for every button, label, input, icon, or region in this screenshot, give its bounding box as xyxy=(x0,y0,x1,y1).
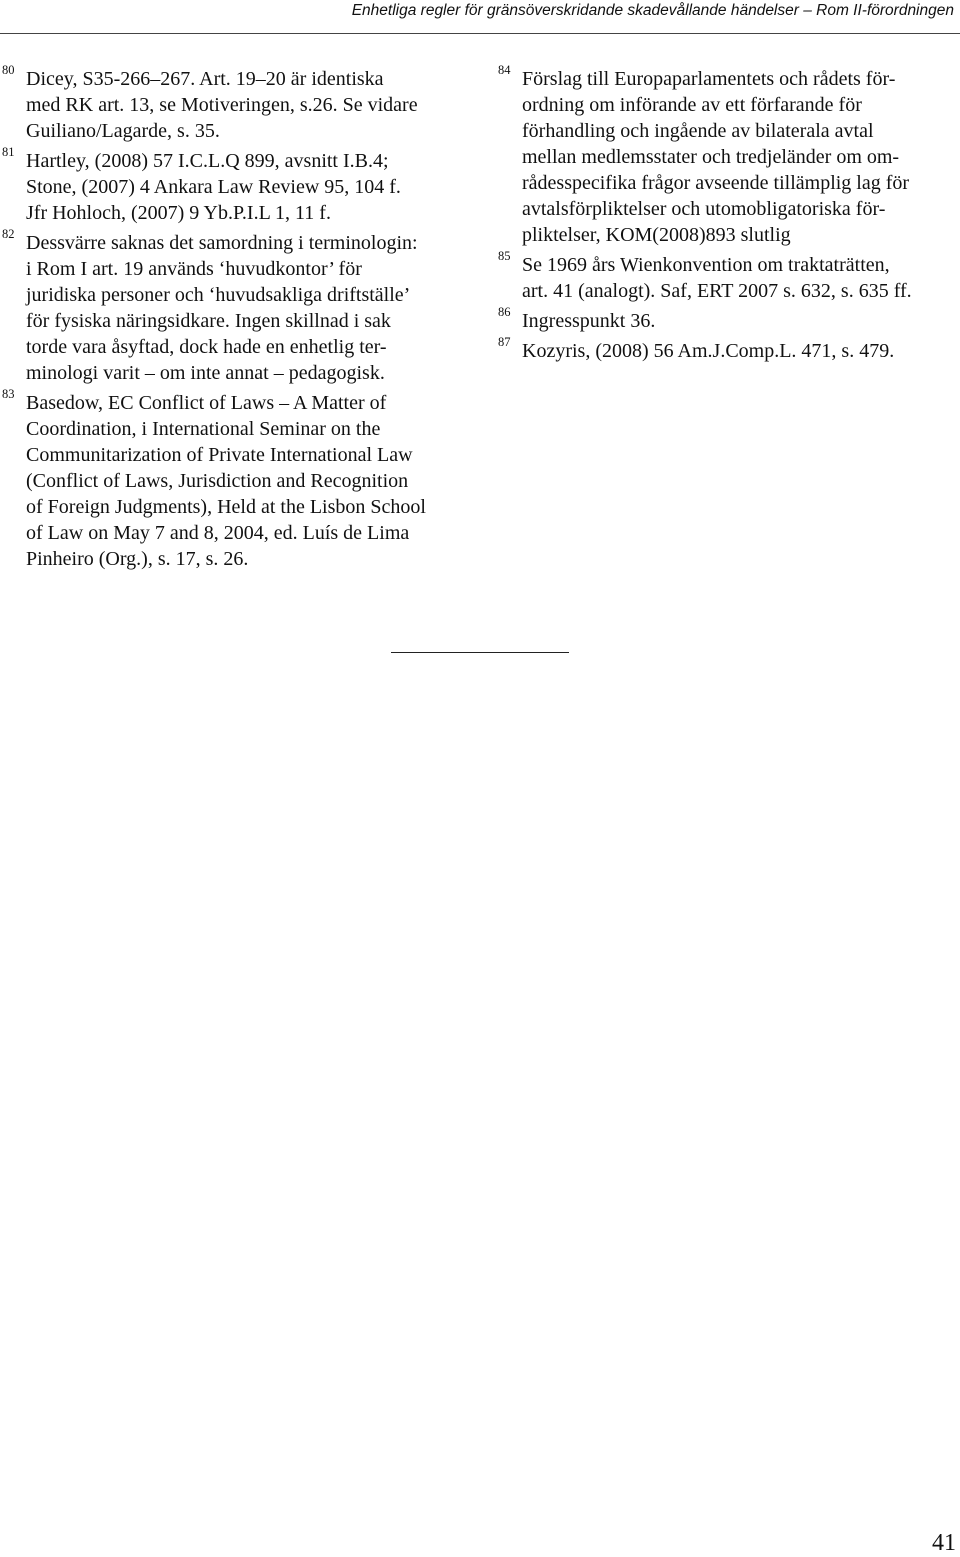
footnote-line: Basedow, EC Conflict of Laws – A Matter of xyxy=(26,392,387,414)
footnote-line: Communitarization of Private International Law xyxy=(26,444,413,466)
footnote-line: of Law on May 7 and 8, 2004, ed. Luís de Lima xyxy=(26,522,410,544)
footnote-line: Stone, (2007) 4 Ankara Law Review 95, 104 f. xyxy=(26,176,401,198)
footnote-line: för fysiska näringsidkare. Ingen skillnad i sak xyxy=(26,310,391,332)
footnote-number: 87 xyxy=(498,335,511,349)
page-number: 41 xyxy=(932,1530,956,1556)
footnote-line: Pinheiro (Org.), s. 17, s. 26. xyxy=(26,548,249,570)
footnote-line: of Foreign Judgments), Held at the Lisbon School xyxy=(26,496,426,518)
footnote-line: juridiska personer och ‘huvudsakliga driftställe’ xyxy=(26,284,411,306)
footnote-83 xyxy=(0,387,470,572)
footnote-number: 85 xyxy=(498,249,511,263)
footnote-85 xyxy=(496,249,960,304)
footnote-line: förhandling och ingående av bilaterala avtal xyxy=(522,120,874,142)
footnote-line: pliktelser, KOM(2008)893 slutlig xyxy=(522,224,791,246)
footnote-number: 80 xyxy=(2,63,15,77)
footnote-line: Hartley, (2008) 57 I.C.L.Q 899, avsnitt I.B.4; xyxy=(26,150,389,172)
footnote-line: Förslag till Europaparlamentets och rådets för- xyxy=(522,68,896,90)
footnote-number: 86 xyxy=(498,305,511,319)
footnotes-left-column xyxy=(0,63,470,576)
footnote-number: 81 xyxy=(2,145,15,159)
footnote-line: minologi varit – om inte annat – pedagogisk. xyxy=(26,362,385,384)
footnote-line: (Conflict of Laws, Jurisdiction and Recognition xyxy=(26,470,409,492)
footnote-line: Dessvärre saknas det samordning i terminologin: xyxy=(26,232,418,254)
footnote-number: 82 xyxy=(2,227,15,241)
footnote-line: Guiliano/Lagarde, s. 35. xyxy=(26,120,220,142)
footnote-82 xyxy=(0,227,470,386)
footnote-80 xyxy=(0,63,470,144)
running-header xyxy=(0,0,960,34)
footnotes-right-column xyxy=(496,63,960,368)
section-divider xyxy=(391,652,569,653)
footnote-line: Kozyris, (2008) 56 Am.J.Comp.L. 471, s. 479. xyxy=(522,340,895,362)
footnote-number: 84 xyxy=(498,63,511,77)
footnote-81 xyxy=(0,145,470,226)
footnote-line: i Rom I art. 19 används ‘huvudkontor’ för xyxy=(26,258,362,280)
footnote-84 xyxy=(496,63,960,248)
footnote-line: Dicey, S35-266–267. Art. 19–20 är identiska xyxy=(26,68,384,90)
footnote-line: Coordination, i International Seminar on the xyxy=(26,418,381,440)
footnote-line: torde vara åsyftad, dock hade en enhetlig ter- xyxy=(26,336,387,358)
footnote-line: ordning om införande av ett förfarande för xyxy=(522,94,862,116)
running-title: Enhetliga regler för gränsöverskridande skadevållande händelser – Rom II-förordningen xyxy=(351,2,954,19)
footnote-number: 83 xyxy=(2,387,15,401)
footnote-86 xyxy=(496,305,960,334)
footnote-line: avtalsförpliktelser och utomobligatoriska för- xyxy=(522,198,886,220)
footnote-line: med RK art. 13, se Motiveringen, s.26. Se vidare xyxy=(26,94,418,116)
footnote-line: Ingresspunkt 36. xyxy=(522,310,656,332)
footnote-line: rådesspecifika frågor avseende tillämplig lag för xyxy=(522,172,910,194)
footnote-87 xyxy=(496,335,960,364)
footnote-line: Se 1969 års Wienkonvention om traktaträtten, xyxy=(522,254,890,276)
footnote-line: art. 41 (analogt). Saf, ERT 2007 s. 632, s. 635 ff. xyxy=(522,280,912,302)
footnote-line: mellan medlemsstater och tredjeländer om om- xyxy=(522,146,900,168)
footnote-line: Jfr Hohloch, (2007) 9 Yb.P.I.L 1, 11 f. xyxy=(26,202,331,224)
